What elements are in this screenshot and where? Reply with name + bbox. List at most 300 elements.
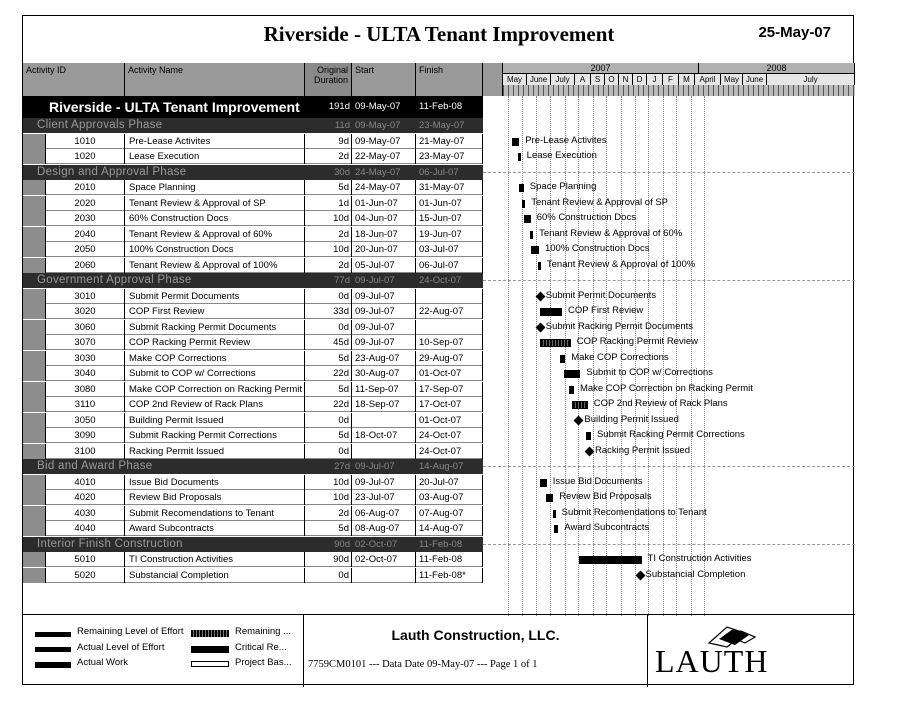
activity-start: 09-May-07 [352,134,416,149]
activity-name: Submit Recomendations to Tenant [125,506,305,521]
table-row [23,521,483,536]
activity-name: Issue Bid Documents [125,475,305,490]
activity-name: 60% Construction Docs [125,211,305,226]
phase-duration: 11d [334,120,350,131]
gantt-bar [560,355,565,363]
project-finish: 11-Feb-08 [419,101,463,112]
activity-id: 2030 [45,211,125,226]
gantt-gridline [691,96,692,616]
phase-row [23,118,483,133]
col-header-start: Start [352,63,416,96]
activity-start: 09-Jul-07 [352,304,416,319]
timeline-month: June [743,73,767,85]
row-gutter [23,320,45,335]
col-header-duration-line2: Duration [313,75,348,85]
phase-duration: 27d [334,461,350,472]
lauth-logo: LAUTH [655,643,769,679]
gantt-bar [530,231,533,239]
gantt-phase-separator [483,172,855,173]
gantt-label: Lease Execution [526,150,597,161]
activity-duration: 33d [305,304,352,319]
row-gutter [23,180,45,195]
activity-start: 09-Jul-07 [352,475,416,490]
activity-id: 3080 [45,382,125,397]
gantt-label: Submit Racking Permit Corrections [596,429,745,440]
gantt-gridline [676,96,677,616]
timeline-month: May [721,73,743,85]
timeline-month: April [695,73,721,85]
activity-duration: 10d [305,490,352,505]
table-row [23,351,483,366]
phase-start: 24-May-07 [355,166,401,178]
gantt-label: Award Subcontracts [564,522,650,533]
activity-start: 23-Jul-07 [352,490,416,505]
gantt-label: Racking Permit Issued [594,444,690,456]
row-gutter [23,335,45,350]
row-gutter [23,242,45,257]
activity-id: 2010 [45,180,125,195]
activity-name: Lease Execution [125,149,305,164]
legend-actual-loe: Actual Level of Effort [77,642,165,653]
activity-start [352,413,416,428]
col-header-activity-id: Activity ID [23,63,125,96]
activity-name: TI Construction Activities [125,552,305,567]
report-date: 25-May-07 [758,24,831,41]
row-gutter [23,568,45,583]
row-gutter [23,506,45,521]
timeline-month: S [591,73,605,85]
gantt-milestone [635,570,645,580]
project-duration: 191d [328,101,350,112]
table-row [23,397,483,412]
activity-start [352,444,416,459]
activity-id: 1010 [45,134,125,149]
activity-duration: 45d [305,335,352,350]
activity-id: 3110 [45,397,125,412]
legend-swatch-actual-work [35,662,71,668]
activity-name: COP First Review [125,304,305,319]
phase-name: Bid and Award Phase [37,460,153,472]
row-gutter [23,149,45,164]
activity-start: 11-Sep-07 [352,382,416,397]
row-gutter [23,196,45,211]
activity-finish: 03-Aug-07 [416,490,483,505]
activity-start: 08-Aug-07 [352,521,416,536]
activity-id: 1020 [45,149,125,164]
activity-finish [416,289,483,304]
activity-duration: 2d [305,227,352,242]
table-row [23,413,483,428]
phase-name: Client Approvals Phase [37,119,163,131]
activity-id: 4030 [45,506,125,521]
activity-finish: 22-Aug-07 [416,304,483,319]
gantt-gridline [704,96,705,616]
gantt-bar [518,153,521,161]
gantt-bar [522,200,525,208]
gantt-bar [540,308,562,316]
activity-finish: 10-Sep-07 [416,335,483,350]
activity-duration: 0d [305,413,352,428]
gantt-gridline [522,96,523,616]
activity-start: 30-Aug-07 [352,366,416,381]
table-row [23,320,483,335]
activity-start: 04-Jun-07 [352,211,416,226]
phase-row [23,537,483,552]
gantt-bar [553,510,556,518]
activity-id: 2040 [45,227,125,242]
activity-finish: 03-Jul-07 [416,242,483,257]
table-row [23,335,483,350]
activity-finish: 24-Oct-07 [416,428,483,443]
phase-finish: 24-Oct-07 [419,275,462,286]
activity-name: COP Racking Permit Review [125,335,305,350]
phase-start: 09-Jul-07 [355,275,395,286]
gantt-gridline [550,96,551,616]
table-row [23,552,483,567]
activity-duration: 90d [305,552,352,567]
gantt-label: Submit Racking Permit Documents [545,320,694,332]
timeline-month: J [647,73,663,85]
activity-id: 3040 [45,366,125,381]
row-gutter [23,397,45,412]
table-row [23,242,483,257]
gantt-chart [483,96,855,616]
page-title: Riverside - ULTA Tenant Improvement [263,22,615,46]
activity-duration: 10d [305,242,352,257]
phase-finish: 11-Feb-08 [419,538,463,550]
activity-id: 2050 [45,242,125,257]
project-start: 09-May-07 [355,101,401,112]
footer [23,614,855,686]
activity-name: Tenant Review & Approval of SP [125,196,305,211]
gantt-label: Building Permit Issued [584,413,679,425]
gantt-bar [540,339,571,347]
col-header-spacer [483,63,503,96]
gantt-milestone [574,415,584,425]
row-gutter [23,227,45,242]
activity-start: 18-Oct-07 [352,428,416,443]
activity-finish: 01-Jun-07 [416,196,483,211]
activity-duration: 10d [305,475,352,490]
table-row [23,428,483,443]
activity-duration: 0d [305,289,352,304]
activity-name: Review Bid Proposals [125,490,305,505]
phase-finish: 14-Aug-07 [419,461,464,472]
phase-start: 09-Jul-07 [355,461,395,472]
activity-finish: 19-Jun-07 [416,227,483,242]
gantt-label: Tenant Review & Approval of SP [531,196,669,208]
row-gutter [23,552,45,567]
col-header-activity-name: Activity Name [125,63,305,96]
gantt-label: Submit Recomendations to Tenant [561,506,707,518]
table-row [23,506,483,521]
row-gutter [23,475,45,490]
gantt-label: Space Planning [529,181,597,192]
company-name: Lauth Construction, LLC. [391,627,560,643]
activity-id: 4010 [45,475,125,490]
gantt-bar [572,401,587,409]
schedule-frame [22,15,854,685]
activity-duration: 10d [305,211,352,226]
timeline-month: M [679,73,695,85]
legend-remaining-loe: Remaining Level of Effort [77,626,184,637]
activity-finish: 07-Aug-07 [416,506,483,521]
activity-name: 100% Construction Docs [125,242,305,257]
activity-name: COP 2nd Review of Rack Plans [125,397,305,412]
gantt-label: COP 2nd Review of Rack Plans [593,398,728,409]
activity-name: Racking Permit Issued [125,444,305,459]
legend-remaining: Remaining ... [235,626,291,637]
activity-name: Submit Permit Documents [125,289,305,304]
activity-name: Make COP Correction on Racking Permit [125,382,305,397]
activity-start: 09-Jul-07 [352,335,416,350]
activity-duration: 0d [305,444,352,459]
phase-duration: 30d [334,166,350,178]
row-gutter [23,521,45,536]
phase-finish: 06-Jul-07 [419,166,459,178]
activity-finish: 01-Oct-07 [416,413,483,428]
gantt-label: 100% Construction Docs [544,243,650,254]
phase-start: 09-May-07 [355,120,401,131]
gantt-bar [538,262,541,270]
activity-id: 3030 [45,351,125,366]
gantt-label: Submit to COP w/ Corrections [586,367,713,378]
activity-finish: 15-Jun-07 [416,211,483,226]
gantt-label: Review Bid Proposals [559,491,652,502]
activity-name: Make COP Corrections [125,351,305,366]
activity-duration: 2d [305,149,352,164]
activity-start [352,568,416,583]
gantt-bar [540,479,547,487]
gantt-bar [564,370,581,378]
activity-finish: 20-Jul-07 [416,475,483,490]
activity-finish: 29-Aug-07 [416,351,483,366]
activity-duration: 5d [305,382,352,397]
row-gutter [23,428,45,443]
table-row [23,382,483,397]
timeline-month: June [527,73,551,85]
activity-start: 22-May-07 [352,149,416,164]
row-gutter [23,289,45,304]
gantt-label: Pre-Lease Activites [525,134,607,146]
row-gutter [23,382,45,397]
activity-duration: 9d [305,134,352,149]
gantt-bar [586,432,591,440]
activity-start: 18-Jun-07 [352,227,416,242]
gantt-label: Tenant Review & Approval of 60% [539,227,683,239]
gantt-label: Tenant Review & Approval of 100% [546,258,696,270]
col-header-duration [305,63,352,96]
activity-start: 18-Sep-07 [352,397,416,412]
activity-finish: 23-May-07 [416,149,483,164]
activity-duration: 1d [305,196,352,211]
activity-name: Submit to COP w/ Corrections [125,366,305,381]
row-gutter [23,304,45,319]
activity-duration: 22d [305,397,352,412]
activity-name: Award Subcontracts [125,521,305,536]
gantt-label: Submit Permit Documents [545,289,657,301]
table-row [23,304,483,319]
row-gutter [23,366,45,381]
timeline-month: May [503,73,527,85]
activity-name: Space Planning [125,180,305,195]
phase-row [23,459,483,474]
timeline-month: O [605,73,619,85]
legend-swatch-remaining-loe [35,632,71,637]
col-header-duration-line1: Original [316,65,348,75]
row-gutter [23,490,45,505]
company-block [303,615,648,687]
phase-name: Government Approval Phase [37,274,192,286]
gantt-gridline [536,96,537,616]
activity-name: Substancial Completion [125,568,305,583]
activity-finish: 24-Oct-07 [416,444,483,459]
activity-duration: 22d [305,366,352,381]
activity-start: 24-May-07 [352,180,416,195]
gantt-bar [519,184,524,192]
activity-id: 4040 [45,521,125,536]
project-name: Riverside - ULTA Tenant Improvement [49,99,300,115]
activity-start: 23-Aug-07 [352,351,416,366]
project-summary-row [23,96,483,118]
legend-swatch-remaining [191,630,229,637]
gantt-label: COP First Review [567,305,644,316]
row-gutter [23,444,45,459]
activity-id: 3050 [45,413,125,428]
legend-swatch-baseline [191,661,229,667]
activity-name: Submit Racking Permit Corrections [125,428,305,443]
activity-name: Tenant Review & Approval of 60% [125,227,305,242]
col-header-finish: Finish [416,63,483,96]
activity-start: 20-Jun-07 [352,242,416,257]
gantt-bar [531,246,539,254]
gantt-label: Issue Bid Documents [552,475,643,487]
table-row [23,134,483,149]
gantt-phase-separator [483,544,855,545]
table-row [23,211,483,226]
table-row [23,475,483,490]
gantt-phase-separator [483,280,855,281]
row-gutter [23,351,45,366]
table-row [23,490,483,505]
activity-id: 3070 [45,335,125,350]
activity-id: 5010 [45,552,125,567]
table-row [23,568,483,583]
activity-finish [416,320,483,335]
gantt-label: COP Racking Permit Review [576,336,698,347]
activity-start: 09-Jul-07 [352,320,416,335]
legend-critical: Critical Re... [235,642,287,653]
phase-finish: 23-May-07 [419,120,465,131]
gantt-label: Make COP Corrections [571,351,669,363]
activity-id: 3060 [45,320,125,335]
activity-name: Building Permit Issued [125,413,305,428]
gantt-phase-separator [483,466,855,467]
gantt-gridline [508,96,509,616]
activity-finish: 14-Aug-07 [416,521,483,536]
activity-duration: 5d [305,521,352,536]
legend-actual-work: Actual Work [77,657,129,668]
legend-swatch-actual-loe [35,647,71,652]
timeline-month: D [633,73,647,85]
activity-id: 3020 [45,304,125,319]
legend-baseline: Project Bas... [235,657,292,668]
table-row [23,227,483,242]
activity-id: 2060 [45,258,125,273]
activity-finish: 06-Jul-07 [416,258,483,273]
activity-start: 06-Aug-07 [352,506,416,521]
activity-id: 2020 [45,196,125,211]
gantt-bar [512,138,520,146]
legend-swatch-critical [191,646,229,653]
timeline-month: July [551,73,575,85]
phase-name: Interior Finish Construction [37,537,183,550]
activity-id: 5020 [45,568,125,583]
activity-id: 3010 [45,289,125,304]
phase-row [23,273,483,288]
timeline-year-2007: 2007 [503,63,699,73]
table-row [23,366,483,381]
table-row [23,149,483,164]
gantt-bar [554,525,559,533]
activity-name: Submit Racking Permit Documents [125,320,305,335]
activity-id: 3090 [45,428,125,443]
gantt-bar [579,556,642,564]
activity-duration: 5d [305,180,352,195]
activity-duration: 2d [305,506,352,521]
gantt-label: Make COP Correction on Racking Permit [579,382,753,394]
activity-start: 09-Jul-07 [352,289,416,304]
table-row [23,444,483,459]
phase-name: Design and Approval Phase [37,165,187,178]
timeline-month: A [575,73,591,85]
report-info: 7759CM0101 --- Data Date 09-May-07 --- Page 1 of 1 [308,659,538,670]
activity-id: 4020 [45,490,125,505]
timeline-ticks [503,85,855,96]
row-gutter [23,258,45,273]
activity-finish: 01-Oct-07 [416,366,483,381]
timeline-month: F [663,73,679,85]
activity-finish: 17-Sep-07 [416,382,483,397]
activity-duration: 2d [305,258,352,273]
gantt-label: 60% Construction Docs [536,212,636,223]
activity-name: Pre-Lease Activites [125,134,305,149]
activity-start: 01-Jun-07 [352,196,416,211]
table-row [23,289,483,304]
activity-id: 3100 [45,444,125,459]
activity-finish: 11-Feb-08* [416,568,483,583]
row-gutter [23,413,45,428]
row-gutter [23,134,45,149]
phase-duration: 90d [334,538,350,550]
table-row [23,180,483,195]
activity-name: Tenant Review & Approval of 100% [125,258,305,273]
activity-duration: 5d [305,351,352,366]
gantt-bar [524,215,531,223]
activity-start: 02-Oct-07 [352,552,416,567]
timeline-month: July [767,73,855,85]
gantt-bar [569,386,574,394]
timeline-year-2008: 2008 [699,63,855,73]
gantt-label: TI Construction Activities [647,553,752,564]
phase-start: 02-Oct-07 [355,538,398,550]
phase-row [23,165,483,180]
activity-finish: 31-May-07 [416,180,483,195]
activity-start: 05-Jul-07 [352,258,416,273]
activity-finish: 17-Oct-07 [416,397,483,412]
gantt-bar [546,494,553,502]
table-row [23,258,483,273]
